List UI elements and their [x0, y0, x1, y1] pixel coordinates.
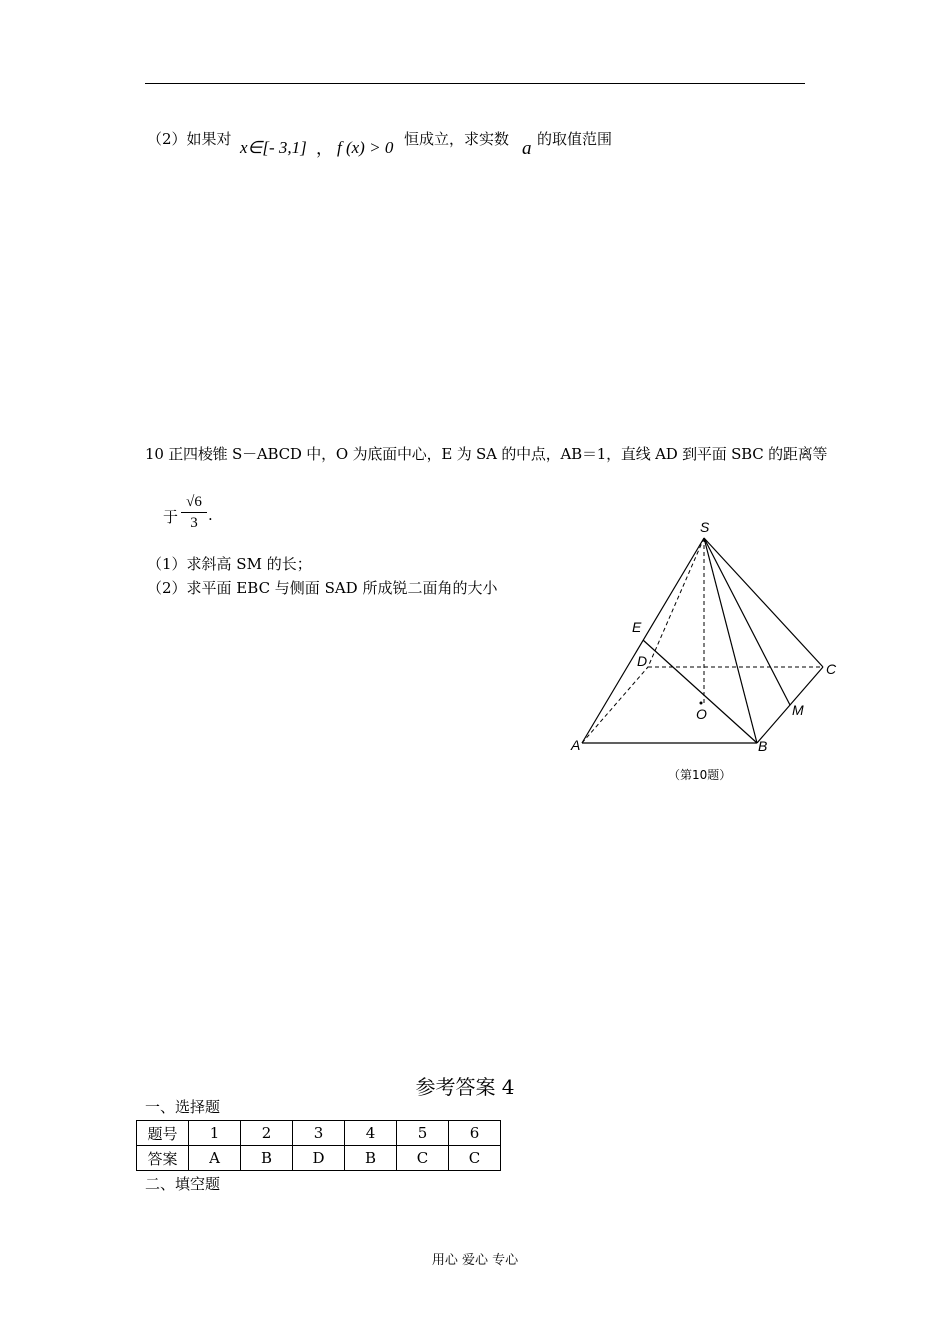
- q10-sub2: （2）求平面 EBC 与侧面 SAD 所成锐二面角的大小: [147, 579, 498, 597]
- number-cell: 1: [189, 1121, 241, 1146]
- choice-cell: B: [345, 1146, 397, 1171]
- header-label-cell: 题号: [137, 1121, 189, 1146]
- q10-line2-suffix: .: [208, 506, 213, 524]
- answer-label-cell: 答案: [137, 1146, 189, 1171]
- q2-prefix: （2）如果对: [147, 130, 232, 148]
- edge-sb: [704, 538, 757, 743]
- choice-cell: C: [449, 1146, 501, 1171]
- q2-math-x: [240, 138, 307, 158]
- answers-title: 参考答案 4: [415, 1075, 515, 1099]
- section-1-title: 一、选择题: [145, 1098, 221, 1116]
- label-d: D: [637, 653, 648, 669]
- q2-f-expr: f (x) > 0: [337, 138, 394, 157]
- label-a: A: [571, 737, 581, 753]
- page-footer: 用心 爱心 专心: [431, 1253, 519, 1268]
- number-cell: 4: [345, 1121, 397, 1146]
- header-rule: [145, 83, 805, 84]
- q10-line1: 10 正四棱锥 S－ABCD 中，O 为底面中心，E 为 SA 的中点，AB＝1，直线 AD 到平面 SBC 的距离等: [145, 445, 828, 463]
- label-e: E: [632, 619, 642, 635]
- figure-caption: （第10题）: [668, 768, 732, 782]
- edge-eb: [643, 640, 757, 743]
- q2-math-f: [337, 138, 393, 158]
- number-cell: 6: [449, 1121, 501, 1146]
- answer-table: [136, 1120, 501, 1171]
- label-b: B: [758, 738, 768, 754]
- label-c: C: [826, 661, 837, 677]
- table-row: [137, 1121, 501, 1146]
- q10-sub1: （1）求斜高 SM 的长；: [147, 555, 312, 573]
- q2-suffix: 的取值范围: [537, 130, 613, 148]
- pyramid-figure: [560, 510, 850, 760]
- choice-cell: A: [189, 1146, 241, 1171]
- choice-cell: C: [397, 1146, 449, 1171]
- edge-sd-hidden: [648, 538, 704, 667]
- table-row: [137, 1146, 501, 1171]
- number-cell: 3: [293, 1121, 345, 1146]
- fraction-denominator: 3: [190, 515, 198, 531]
- point-o: [700, 702, 703, 705]
- section-2-title: 二、填空题: [145, 1175, 221, 1193]
- q2-comma: ，: [316, 139, 333, 158]
- fraction: [181, 494, 207, 532]
- question-2: [147, 128, 232, 149]
- q2-mid: 恒成立，求实数: [404, 130, 510, 148]
- q10-line2-prefix: 于: [163, 508, 179, 526]
- q2-var-a: a: [522, 138, 532, 159]
- q2-x-expr: x∈[- 3,1]: [240, 138, 307, 157]
- number-cell: 5: [397, 1121, 449, 1146]
- label-s: S: [700, 519, 710, 535]
- number-cell: 2: [241, 1121, 293, 1146]
- choice-cell: B: [241, 1146, 293, 1171]
- edge-ad-hidden: [582, 667, 648, 743]
- label-m: M: [792, 702, 804, 718]
- label-o: O: [696, 706, 707, 722]
- edge-sc: [704, 538, 823, 667]
- fraction-numerator: √6: [181, 494, 207, 513]
- edge-sm: [704, 538, 790, 705]
- choice-cell: D: [293, 1146, 345, 1171]
